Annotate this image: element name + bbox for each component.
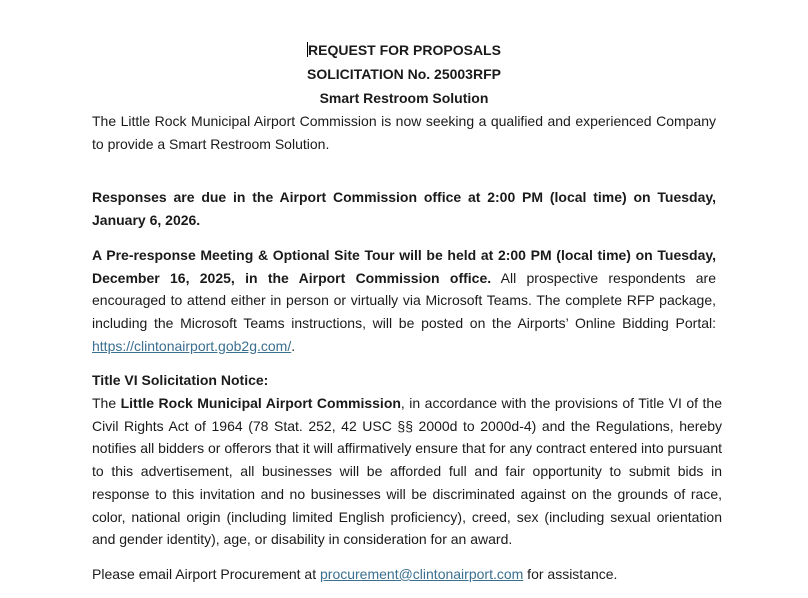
document-heading: [92, 38, 716, 110]
title-vi-text: , in accordance with the provisions of Title VI of the Civil Rights Act of 1964 (78 Stat. 252, 42 USC §§ 2000d to 2000d-4) and the Regulations, hereby notifies all bidders or offerors that it will affirmatively ensure that for any contract entered into pursuant to this advertisement, all businesses will be afforded full and fair opportunity to submit bids in response to this invitation and no businesses will be discriminated against on the grounds of race, color, national origin (including limited English proficiency), creed, sex (including sexual orientation and gender identity), age, or disability in consideration for an award.: [92, 395, 722, 548]
bidding-portal-link[interactable]: https://clintonairport.gob2g.com/: [92, 337, 292, 354]
procurement-email-link[interactable]: procurement@clintonairport.com: [320, 565, 524, 582]
due-date-paragraph: [92, 186, 716, 231]
title-vi-section: [92, 369, 722, 551]
heading-line-1: REQUEST FOR PROPOSALS: [308, 42, 501, 58]
commission-name: Little Rock Municipal Airport Commission: [120, 395, 401, 412]
document-page: [92, 38, 722, 586]
heading-line-3: Smart Restroom Solution: [319, 90, 489, 106]
meeting-end: .: [291, 337, 296, 354]
title-vi-paragraph: The Little Rock Municipal Airport Commission, in accordance with the provisions of Title VI of the Civil Rights Act of 1964 (78 Stat. 252, 42 USC §§ 2000d to 2000d-4) and the Regulations, hereby notifies all bidders or offerors that it will affirmatively ensure that for any contract entered into pursuant to this advertisement, all businesses will be afforded full and fair opportunity to submit bids in response to this invitation and no businesses will be discriminated against on the grounds of race, color, national origin (including limited English proficiency), creed, sex (including sexual orientation and gender identity), age, or disability in consideration for an award.: [92, 395, 722, 548]
title-vi-heading: Title VI Solicitation Notice:: [92, 372, 269, 389]
heading-line-2: SOLICITATION No. 25003RFP: [307, 66, 501, 82]
intro-paragraph: The Little Rock Municipal Airport Commission is now seeking a qualified and experienced Company to provide a Smart Restroom Solution.: [92, 113, 716, 152]
due-date-text: Responses are due in the Airport Commission office at 2:00 PM (local time) on Tuesday, January 6, 2026.: [92, 189, 716, 229]
meeting-bold-text: A Pre-response Meeting & Optional Site Tour will be held at 2:00 PM (local time) on Tuesday, December 16, 2025, in the Airport Commission office.: [92, 246, 716, 286]
contact-paragraph: Please email Airport Procurement at procurement@clintonairport.com for assistance.: [92, 565, 618, 582]
meeting-paragraph: [92, 244, 716, 358]
meeting-text: All prospective respondents are encouraged to attend either in person or virtually via Microsoft Teams. The complete RFP package, including the Microsoft Teams instructions, will be posted on the Airports’ Online Bidding Portal:: [92, 269, 716, 331]
